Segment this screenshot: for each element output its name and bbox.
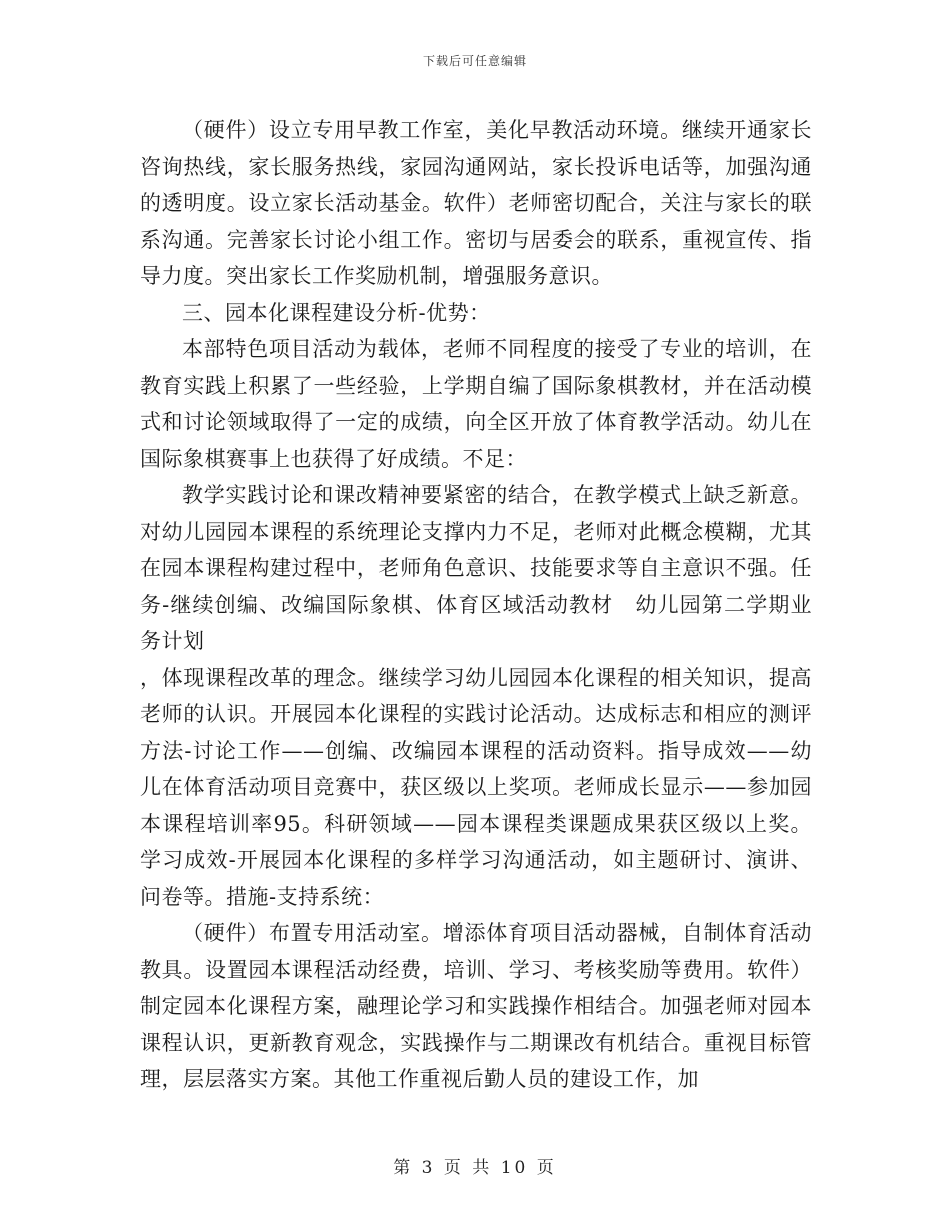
page-header: 下载后可任意编辑 — [422, 54, 527, 68]
document-body — [140, 112, 812, 1098]
paragraph-weaknesses: 教学实践讨论和课改精神要紧密的结合，在教学模式上缺乏新意。对幼儿园园本课程的系统理论支撑内力不足，老师对此概念模糊，尤其在园本课程构建过程中，老师角色意识、技能要求等自主意识不强。任务-继续创编、改编国际象棋、体育区域活动教材 幼儿园第二学期业务计划 — [140, 483, 812, 653]
page-number: 第 3 页 共 10 页 — [393, 1158, 557, 1178]
paragraph-strengths: 本部特色项目活动为载体，老师不同程度的接受了专业的培训，在教育实践上积累了一些经验，上学期自编了国际象棋教材，并在活动模式和讨论领域取得了一定的成绩，向全区开放了体育教学活动。幼儿在国际象棋赛事上也获得了好成绩。不足： — [140, 337, 812, 471]
paragraph-parent-support: （硬件）设立专用早教工作室，美化早教活动环境。继续开通家长咨询热线，家长服务热线，家园沟通网站，家长投诉电话等，加强沟通的透明度。设立家长活动基金。软件）老师密切配合，关注与家长的联系沟通。完善家长讨论小组工作。密切与居委会的联系，重视宣传、指导力度。突出家长工作奖励机制，增强服务意识。 — [140, 118, 812, 288]
paragraph-measures: （硬件）布置专用活动室。增添体育项目活动器械，自制体育活动教具。设置园本课程活动经费，培训、学习、考核奖励等费用。软件）制定园本化课程方案，融理论学习和实践操作相结合。加强老师对园本课程认识，更新教育观念，实践操作与二期课改有机结合。重视目标管理，层层落实方案。其他工作重视后勤人员的建设工作，加 — [140, 921, 812, 1091]
paragraph-goals: ，体现课程改革的理念。继续学习幼儿园园本化课程的相关知识，提高老师的认识。开展园本化课程的实践讨论活动。达成标志和相应的测评方法-讨论工作——创编、改编园本课程的活动资料。指导成效——幼儿在体育活动项目竞赛中，获区级以上奖项。老师成长显示——参加园本课程培训率95。科研领域——园本课程类课题成果获区级以上奖。学习成效-开展园本化课程的多样学习沟通活动，如主题研讨、演讲、问卷等。措施-支持系统： — [140, 665, 812, 909]
section-heading-curriculum: 三、园本化课程建设分析-优势： — [182, 300, 491, 325]
